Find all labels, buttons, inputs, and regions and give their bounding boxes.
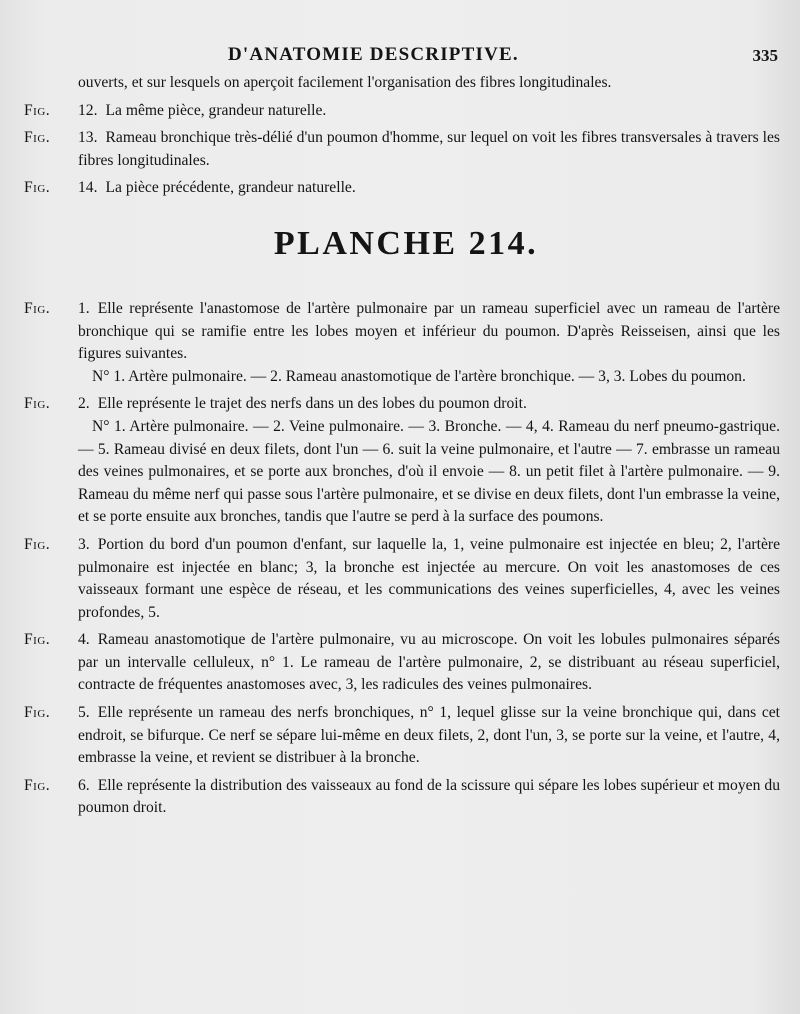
figure-number: 4. <box>78 631 90 649</box>
figure-body <box>78 298 780 388</box>
figure-label: Fig. <box>24 535 51 553</box>
running-title: D'ANATOMIE DESCRIPTIVE. <box>228 44 519 65</box>
figure-number: 2. <box>78 395 90 413</box>
figure-entry-14 <box>24 177 780 200</box>
figure-body <box>78 100 780 123</box>
page-number: 335 <box>752 46 778 65</box>
figure-body <box>78 702 780 770</box>
figure-body <box>78 177 780 200</box>
plate-figure-3 <box>24 534 780 624</box>
figure-number: 1. <box>78 299 90 317</box>
figure-body <box>78 534 780 624</box>
figure-text: Portion du bord d'un poumon d'enfant, sur laquelle la, 1, veine pulmonaire est injectée en bleu; 2, l'artère pulmonaire est injectée en blanc; 3, la bronche est injectée au mercure. On voit les anastomoses de ces vaisseaux formant une espèce de réseau, et les communications des veines superficielles, 4, avec les veines profondes, 5. <box>78 535 780 621</box>
figure-entry-12 <box>24 100 780 123</box>
figure-text: Elle représente un rameau des nerfs bronchiques, n° 1, lequel glisse sur la veine bronchique qui, dans cet endroit, se bifurque. Ce nerf se sépare lui-même en deux filets, 2, dont l'un, 3, se porte sur la veine, et l'autre, 4, embrasse la veine, et revient se distribuer à la bronche. <box>78 704 780 767</box>
plate-figure-5 <box>24 702 780 770</box>
figure-text: Rameau anastomotique de l'artère pulmonaire, vu au microscope. On voit les lobules pulmonaires séparés par un intervalle celluleux, n° 1. Le rameau de l'artère pulmonaire, 2, se distribuant au réseau superficiel, contracte de fréquentes anastomoses avec, 3, les radicules des veines pulmonaires. <box>78 631 780 694</box>
figure-label: Fig. <box>24 776 51 794</box>
plate-figure-2 <box>24 393 780 529</box>
page-content <box>24 72 780 825</box>
figure-body <box>78 775 780 820</box>
plate-figure-4 <box>24 629 780 697</box>
figure-label: Fig. <box>24 704 51 722</box>
figure-text: La même pièce, grandeur naturelle. <box>105 101 327 119</box>
figure-legend: N° 1. Artère pulmonaire. — 2. Veine pulmonaire. — 3. Bronche. — 4, 4. Rameau du nerf pneumo-gastrique. — 5. Rameau divisé en deux filets, dont l'un — 6. suit la veine pulmonaire, et l'autre — 7. embrasse un rameau des veines pulmonaires, et se porte aux bronches, d'où il envoie — 8. un petit filet à l'artère pulmonaire. — 9. Rameau du même nerf qui passe sous l'artère pulmonaire, et se divise en deux filets, dont l'un embrasse la veine, et se porte ensuite aux bronches, tandis que l'autre se perd à la surface des poumons. <box>78 417 780 526</box>
figure-body <box>78 393 780 529</box>
running-head <box>0 44 800 68</box>
figure-label: Fig. <box>24 299 51 317</box>
figure-number: 5. <box>78 704 90 722</box>
continuation-text: ouverts, et sur lesquels on aperçoit facilement l'organisation des fibres longitudinales. <box>78 74 612 91</box>
figure-label: Fig. <box>24 101 51 119</box>
figure-legend: N° 1. Artère pulmonaire. — 2. Rameau anastomotique de l'artère bronchique. — 3, 3. Lobes du poumon. <box>92 367 746 385</box>
figure-number: 13. <box>78 129 98 147</box>
plate-title: PLANCHE 214. <box>273 224 539 262</box>
figure-text: Rameau bronchique très-délié d'un poumon d'homme, sur lequel on voit les fibres transversales à travers les fibres longitudinales. <box>78 129 780 169</box>
figure-number: 12. <box>78 101 98 119</box>
figure-number: 14. <box>78 179 98 197</box>
figure-text: Elle représente la distribution des vaisseaux au fond de la scissure qui sépare les lobes supérieur et moyen du poumon droit. <box>78 776 780 817</box>
figure-entry-13 <box>24 127 780 172</box>
figure-text: Elle représente le trajet des nerfs dans un des lobes du poumon droit. <box>97 395 527 413</box>
figure-body <box>78 127 780 172</box>
figure-body <box>78 629 780 697</box>
figure-text: La pièce précédente, grandeur naturelle. <box>105 179 356 197</box>
figure-label: Fig. <box>24 129 51 147</box>
figure-text: Elle représente l'anastomose de l'artère pulmonaire par un rameau superficiel avec un rameau de l'artère bronchique qui se ramifie entre les lobes moyen et inférieur du poumon. D'après Reisseisen, ainsi que les figures suivantes. <box>78 299 780 363</box>
figure-number: 6. <box>78 776 90 794</box>
figure-label: Fig. <box>24 631 51 649</box>
plate-figure-1 <box>24 298 780 388</box>
figure-label: Fig. <box>24 395 51 413</box>
figure-number: 3. <box>78 535 90 553</box>
figure-label: Fig. <box>24 179 51 197</box>
plate-figure-6 <box>24 775 780 820</box>
